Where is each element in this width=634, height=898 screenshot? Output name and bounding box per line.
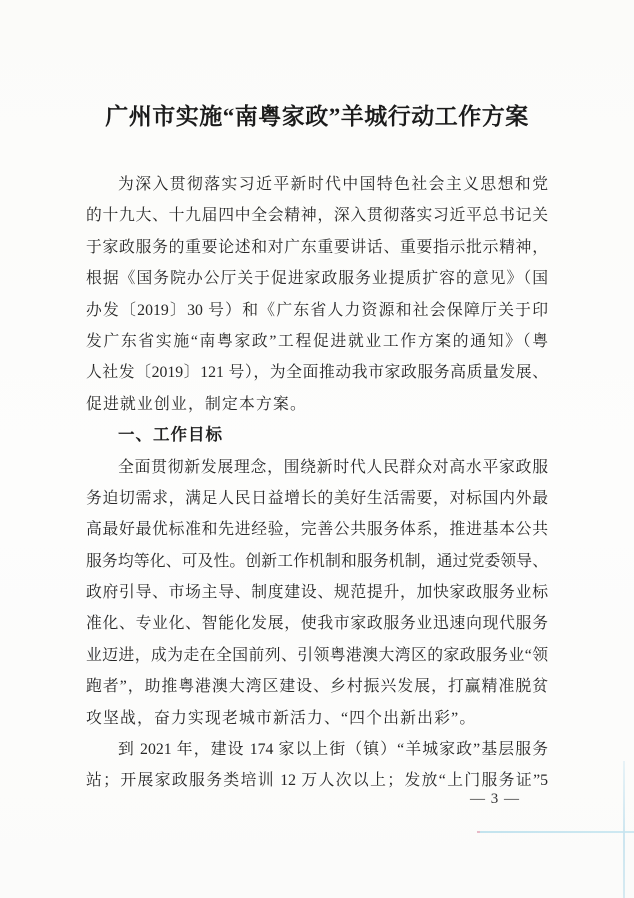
text-line: 根据《国务院办公厅关于促进家政服务业提质扩容的意见》（国 [86,270,548,288]
text-line: 促进就业创业，制定本方案。 [86,395,307,413]
text-line: 服务均等化、可及性。创新工作机制和服务机制，通过党委领导、 [86,552,548,570]
section-heading-line [86,420,548,451]
document-title: 广州市实施“南粤家政”羊城行动工作方案 [105,104,529,129]
text-line: 跑者”，助推粤港澳大湾区建设、乡村振兴发展，打赢精准脱贫 [86,678,548,696]
text-line: 到 2021 年，建设 174 家以上街（镇）“羊城家政”基层服务 [118,741,548,759]
text-line: 准化、专业化、智能化发展，使我市家政服务业迅速向现代服务 [86,615,548,633]
text-line: 发广东省实施“南粤家政”工程促进就业工作方案的通知》（粤 [86,332,548,350]
text-line: 于家政服务的重要论述和对广东重要讲话、重要指示批示精神， [86,238,548,256]
text-line: 政府引导、市场主导、制度建设、规范提升，加快家政服务业标 [86,584,548,602]
text-line: 为深入贯彻落实习近平新时代中国特色社会主义思想和党 [118,176,548,193]
text-line: 全面贯彻新发展理念，围绕新时代人民群众对高水平家政服 [118,458,548,476]
document-body [86,169,548,797]
scan-artifact-vertical-line [623,761,625,898]
text-line: 办发〔2019〕30 号）和《广东省人力资源和社会保障厅关于印 [86,301,548,319]
scan-artifact-horizontal-line [477,831,634,833]
section-heading: 一、工作目标 [118,426,223,445]
text-line: 的十九大、十九届四中全会精神，深入贯彻落实习近平总书记关 [86,207,548,225]
text-line: 攻坚战，奋力实现老城市新活力、“四个出新出彩”。 [86,709,477,727]
text-line: 人社发〔2019〕121 号），为全面推动我市家政服务高质量发展、 [86,364,548,382]
page-number: — 3 — [470,791,520,807]
text-line: 站；开展家政服务类培训 12 万人次以上；发放“上门服务证”5 [86,772,548,790]
text-line: 业迈进，成为走在全国前列、引领粤港澳大湾区的家政服务业“领 [86,646,548,664]
text-line: 高最好最优标准和先进经验，完善公共服务体系，推进基本公共 [86,521,548,539]
text-line: 务迫切需求，满足人民日益增长的美好生活需要，对标国内外最 [86,489,548,507]
